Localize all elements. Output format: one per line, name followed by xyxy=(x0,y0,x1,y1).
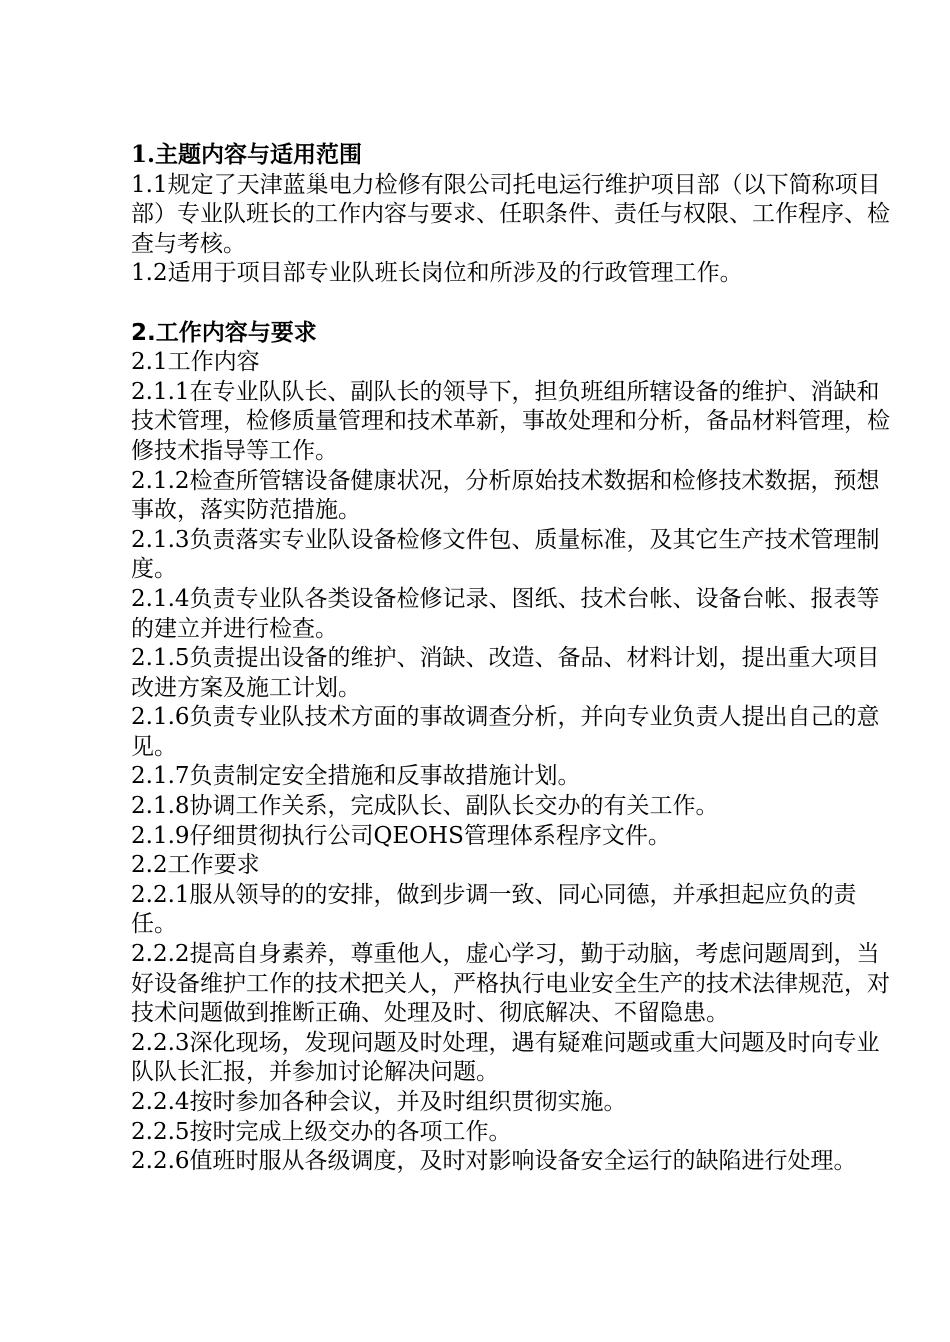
paragraph-2-1-4: 2.1.4负责专业队各类设备检修记录、图纸、技术台帐、设备台帐、报表等的建立并进行检查。 xyxy=(131,585,880,642)
paragraph-2-1-7: 2.1.7负责制定安全措施和反事故措施计划。 xyxy=(131,763,581,790)
paragraph-1-2: 1.2适用于项目部专业队班长岗位和所涉及的行政管理工作。 xyxy=(131,260,743,287)
paragraph-2-1-6: 2.1.6负责专业队技术方面的事故调查分析，并向专业负责人提出自己的意见。 xyxy=(131,704,880,760)
paragraph-2-1-1: 2.1.1在专业队队长、副队长的领导下，担负班组所辖设备的维护、消缺和技术管理，检修质量管理和技术革新，事故处理和分析，备品材料管理，检修技术指导等工作。 xyxy=(131,378,890,464)
paragraph-2-2-1: 2.2.1服从领导的的安排，做到步调一致、同心同德，并承担起应负的责任。 xyxy=(131,881,857,938)
paragraph-2-1-8: 2.1.8协调工作关系，完成队长、副队长交办的有关工作。 xyxy=(131,793,719,820)
paragraph-2-2-3: 2.2.3深化现场，发现问题及时处理，遇有疑难问题或重大问题及时向专业队队长汇报，并参加讨论解决问题。 xyxy=(131,1029,880,1086)
paragraph-2-1-2: 2.1.2检查所管辖设备健康状况，分析原始技术数据和检修技术数据，预想事故，落实防范措施。 xyxy=(131,467,880,524)
section-1-number: 1. xyxy=(131,141,156,168)
paragraph-2-1-5: 2.1.5负责提出设备的维护、消缺、改造、备品、材料计划，提出重大项目改进方案及施工计划。 xyxy=(131,645,880,701)
section-2-title: 工作内容与要求 xyxy=(155,319,317,346)
paragraph-2-2-5: 2.2.5按时完成上级交办的各项工作。 xyxy=(131,1118,512,1145)
paragraph-1-1: 1.1规定了天津蓝巢电力检修有限公司托电运行维护项目部（以下简称项目部）专业队班长的工作内容与要求、任职条件、责任与权限、工作程序、检查与考核。 xyxy=(131,171,890,257)
paragraph-2-2-6: 2.2.6值班时服从各级调度，及时对影响设备安全运行的缺陷进行处理。 xyxy=(131,1148,857,1175)
subheading-2-1: 2.1工作内容 xyxy=(131,349,260,376)
paragraph-2-2-4: 2.2.4按时参加各种会议，并及时组织贯彻实施。 xyxy=(131,1089,627,1115)
section-1-heading xyxy=(131,140,901,171)
section-1-title: 主题内容与适用范围 xyxy=(155,142,363,168)
subheading-2-2: 2.2工作要求 xyxy=(131,852,260,879)
paragraph-2-1-3: 2.1.3负责落实专业队设备检修文件包、质量标准，及其它生产技术管理制度。 xyxy=(131,526,880,583)
section-spacer xyxy=(131,289,901,319)
document-page xyxy=(131,140,901,1177)
paragraph-2-2-2: 2.2.2提高自身素养，尊重他人，虚心学习，勤于动脑，考虑问题周到，当好设备维护工作的技术把关人，严格执行电业安全生产的技术法律规范，对技术问题做到推断正确、处理及时、彻底解决、不留隐患。 xyxy=(131,941,890,1027)
section-2-heading xyxy=(131,319,901,349)
section-2-number: 2. xyxy=(131,319,156,346)
paragraph-2-1-9: 2.1.9仔细贯彻执行公司QEOHS管理体系程序文件。 xyxy=(131,822,671,849)
